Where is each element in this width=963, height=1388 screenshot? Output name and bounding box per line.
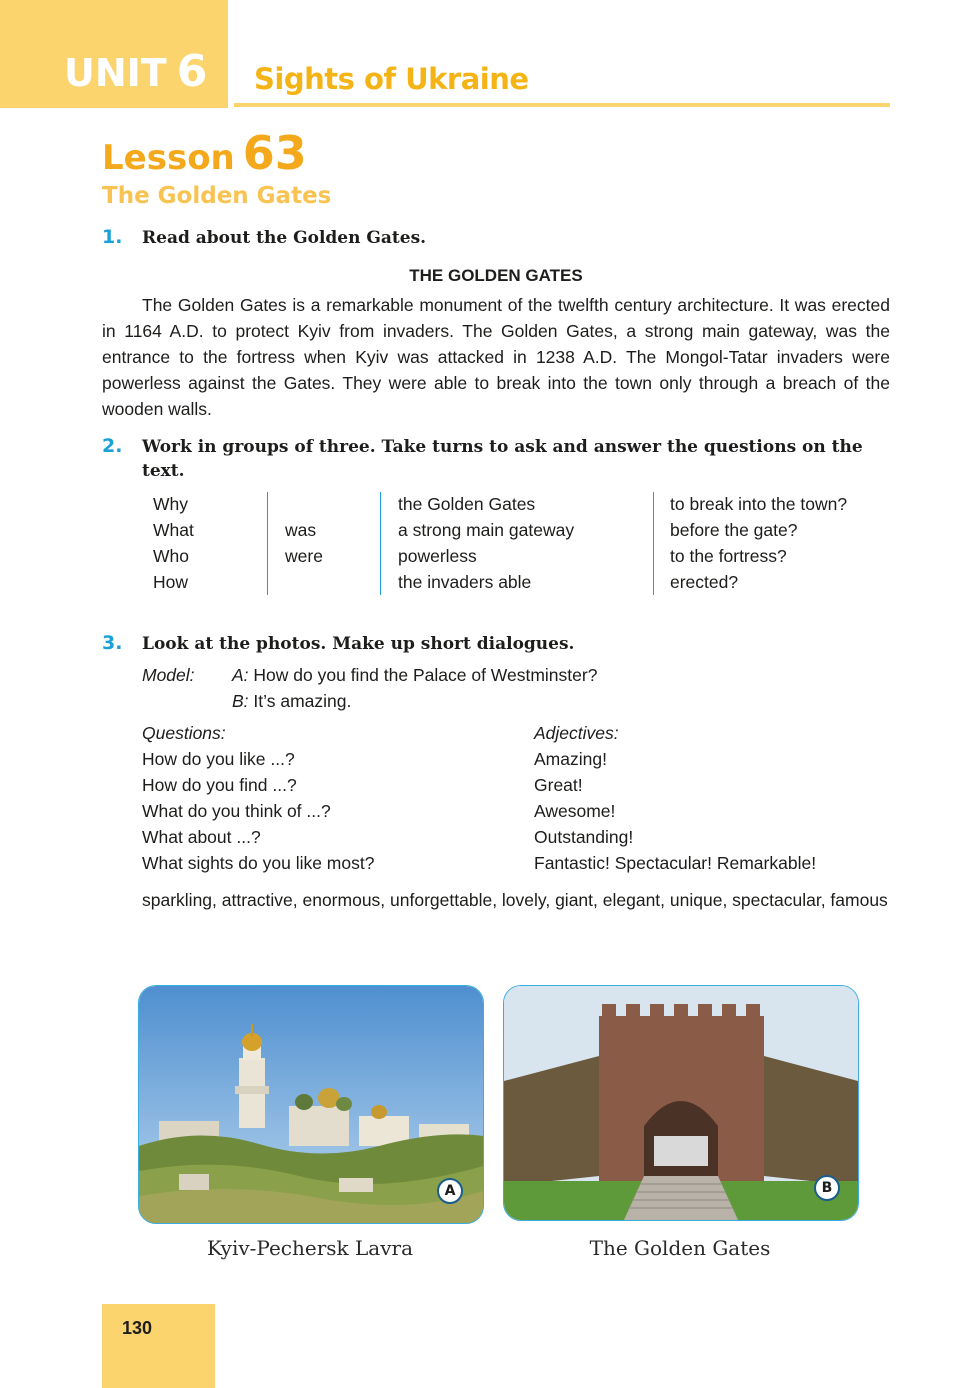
list-item: What about ...?: [142, 827, 261, 847]
table-divider: [653, 492, 654, 595]
adjective-word-list: sparkling, attractive, enormous, unforgettable, lovely, giant, elegant, unique, spectacular, famous: [142, 890, 888, 910]
list-item: Outstanding!: [534, 827, 634, 847]
exercise-2-number: 2.: [102, 435, 123, 457]
unit-number: 6: [176, 46, 208, 97]
photo-caption-b: The Golden Gates: [589, 1236, 771, 1260]
list-item: What sights do you like most?: [142, 853, 375, 873]
header-rule: [234, 103, 890, 107]
photo-caption-a: Kyiv-Pechersk Lavra: [206, 1236, 413, 1260]
table-divider: [380, 492, 381, 595]
line-a: How do you find the Palace of Westminster?: [253, 665, 598, 685]
model-line-b: [232, 688, 351, 714]
table-cell: to break into the town?: [670, 494, 848, 514]
list-item: Amazing!: [534, 749, 607, 769]
question-words-column: [153, 491, 194, 595]
lesson-word: Lesson: [102, 138, 235, 178]
unit-label: [64, 46, 208, 97]
endings-column: [670, 491, 847, 595]
table-cell: were: [285, 546, 323, 566]
table-cell: before the gate?: [670, 520, 798, 540]
reading-paragraph: The Golden Gates is a remarkable monument of the twelfth century architecture. It was erected in 1164 A.D. to protect Kyiv from invaders. The Golden Gates, a strong main gateway, was the entrance to the fortress when Kyiv was attacked in 1238 A.D. The Mongol-Tatar invaders were powerless against the Gates. They were able to break into the town only through a breach of the wooden walls.: [102, 295, 890, 419]
exercise-3-instruction: Look at the photos. Make up short dialogues.: [142, 634, 575, 654]
table-cell: How: [153, 572, 189, 592]
photo-badge-a: A: [437, 1178, 463, 1204]
verbs-column: [285, 517, 323, 569]
exercise-3-number: 3.: [102, 632, 123, 654]
photo-badge-b: B: [814, 1175, 840, 1201]
photo-golden-gates: [503, 985, 859, 1221]
subjects-column: [398, 491, 574, 595]
exercise-2-instruction: Work in groups of three. Take turns to ask and answer the questions on the text.: [142, 437, 863, 481]
model-line-a: [232, 662, 597, 688]
lesson-number: 63: [242, 126, 307, 180]
exercise-1-instruction: Read about the Golden Gates.: [142, 228, 427, 248]
table-cell: to the fortress?: [670, 546, 787, 566]
list-item: Awesome!: [534, 801, 616, 821]
photo-kyiv-pechersk-lavra: [138, 985, 484, 1224]
golden-gates-illustration: [504, 986, 858, 1220]
model-label: Model:: [142, 665, 195, 685]
reading-title: THE GOLDEN GATES: [409, 266, 583, 285]
lesson-subtitle: The Golden Gates: [102, 183, 332, 209]
list-item: How do you find ...?: [142, 775, 297, 795]
table-cell: the Golden Gates: [398, 494, 536, 514]
adjectives-list: [534, 720, 816, 876]
page-number-block: [102, 1304, 215, 1388]
list-item: Great!: [534, 775, 583, 795]
table-divider: [267, 492, 268, 595]
table-cell: was: [285, 520, 317, 540]
table-cell: powerless: [398, 546, 477, 566]
table-cell: a strong main gateway: [398, 520, 575, 540]
speaker-b: B:: [232, 691, 249, 711]
table-cell: the invaders able: [398, 572, 532, 592]
questions-heading: Questions:: [142, 723, 226, 743]
list-item: Fantastic! Spectacular! Remarkable!: [534, 853, 817, 873]
unit-title: Sights of Ukraine: [254, 62, 529, 96]
table-cell: Why: [153, 494, 188, 514]
lavra-illustration: [139, 986, 483, 1223]
questions-list: [142, 720, 374, 876]
unit-word: UNIT: [64, 51, 167, 95]
line-b: It’s amazing.: [253, 691, 352, 711]
adjectives-heading: Adjectives:: [534, 723, 619, 743]
table-cell: erected?: [670, 572, 739, 592]
exercise-1-number: 1.: [102, 226, 123, 248]
table-cell: What: [153, 520, 194, 540]
list-item: What do you think of ...?: [142, 801, 331, 821]
page-number: 130: [122, 1318, 153, 1338]
table-cell: Who: [153, 546, 189, 566]
lesson-title: [102, 126, 307, 180]
list-item: How do you like ...?: [142, 749, 295, 769]
speaker-a: A:: [232, 665, 249, 685]
